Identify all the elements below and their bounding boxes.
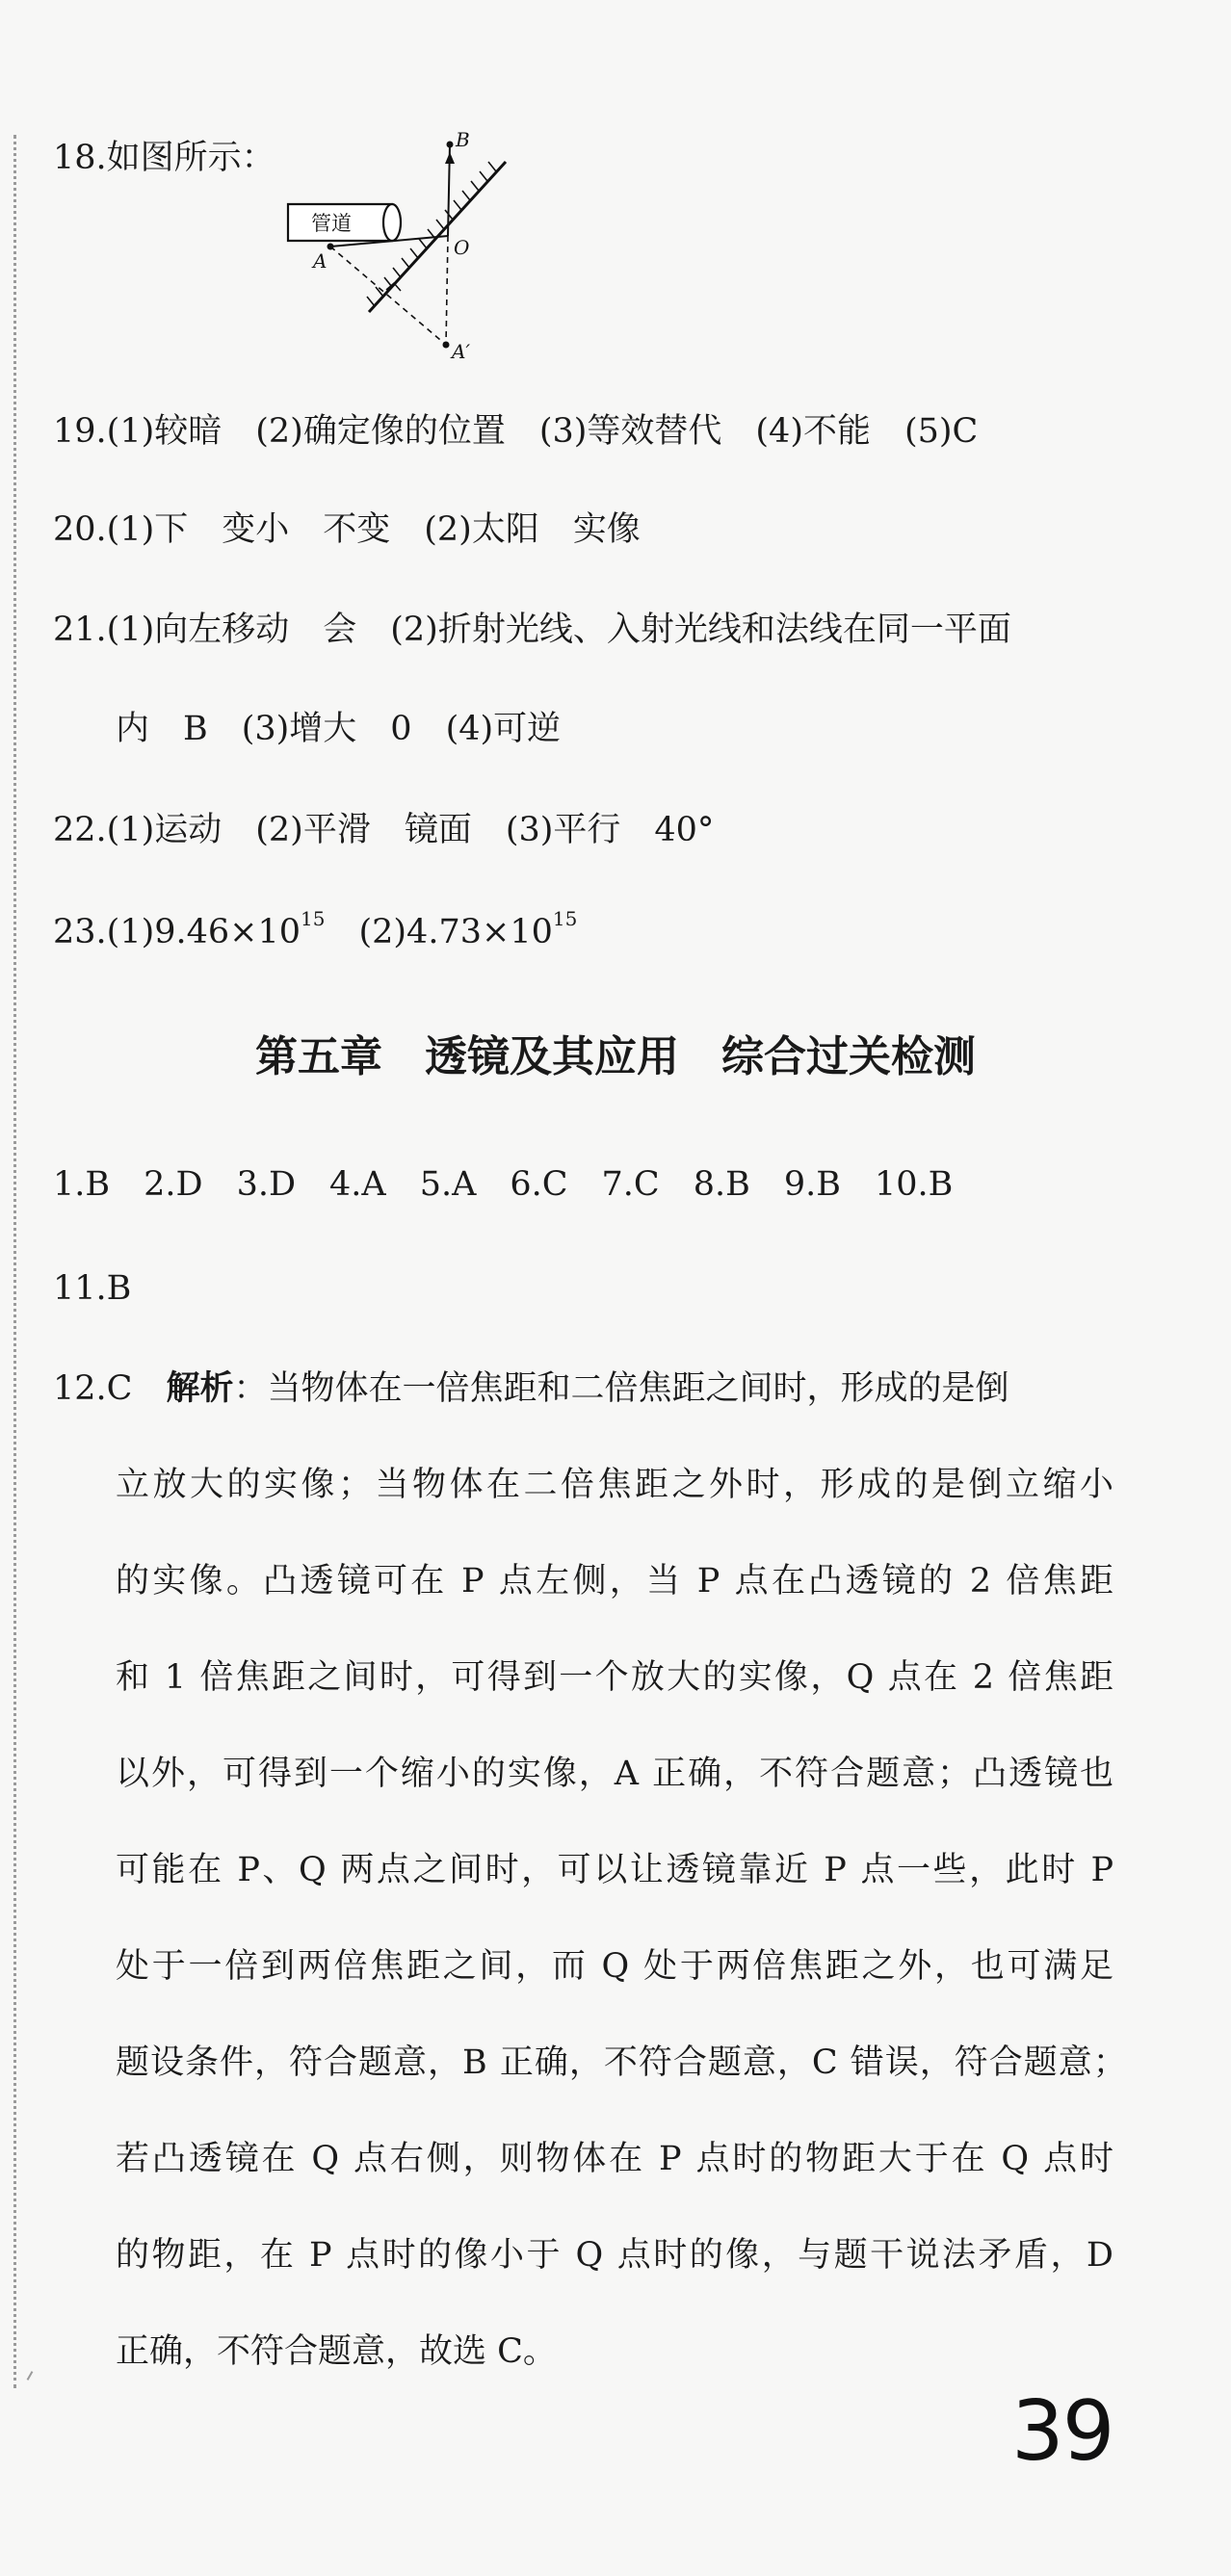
- q12-line-3: 的实像。凸透镜可在 P 点左侧，当 P 点在凸透镜的 2 倍焦距: [116, 1562, 1114, 1600]
- q12-analysis-label: 解析: [166, 1369, 234, 1408]
- point-o-label: O: [454, 236, 470, 259]
- q12-line-7: 处于一倍到两倍焦距之间，而 Q 处于两倍焦距之外，也可满足: [116, 1947, 1114, 1986]
- q12-line-1: [53, 1367, 1009, 1410]
- q12-line-8: 题设条件，符合题意，B 正确，不符合题意，C 错误，符合题意；: [116, 2043, 1128, 2082]
- point-a-prime-label: A′: [452, 340, 470, 363]
- margin-mark: [27, 2371, 34, 2381]
- q12-line-4: 和 1 倍焦距之间时，可得到一个放大的实像，Q 点在 2 倍焦距: [116, 1658, 1114, 1697]
- q23-exponent2: 15: [552, 907, 578, 930]
- q22-answer: 22.(1)运动 (2)平滑 镜面 (3)平行 40°: [53, 811, 715, 849]
- q12-line-6: 可能在 P、Q 两点之间时，可以让透镜靠近 P 点一些，此时 P: [116, 1851, 1114, 1889]
- q23-part1: 23.(1)9.46×10: [53, 913, 301, 951]
- q20-answer: 20.(1)下 变小 不变 (2)太阳 实像: [53, 510, 641, 549]
- q23-exponent1: 15: [301, 907, 326, 930]
- q21-answer-line1: 21.(1)向左移动 会 (2)折射光线、入射光线和法线在同一平面: [53, 611, 1011, 649]
- page-number: 39: [1011, 2383, 1113, 2480]
- pipe-label: 管道: [311, 212, 352, 235]
- q12-line-11: 正确，不符合题意，故选 C。: [116, 2332, 557, 2371]
- answers-row-2: 11.B: [53, 1269, 132, 1308]
- q23-answer: [53, 907, 578, 953]
- q12-line-10: 的物距，在 P 点时的像小于 Q 点时的像，与题干说法矛盾，D: [116, 2236, 1114, 2275]
- point-a-prime-dot: [443, 342, 450, 349]
- q12-text-0: ：当物体在一倍焦距和二倍焦距之间时，形成的是倒: [233, 1369, 1009, 1408]
- q12-line-2: 立放大的实像；当物体在二倍焦距之外时，形成的是倒立缩小: [116, 1466, 1114, 1504]
- chapter-title: 第五章 透镜及其应用 综合过关检测: [255, 1032, 976, 1081]
- perpendicular-dashed: [330, 247, 446, 345]
- q12-line-5: 以外，可得到一个缩小的实像，A 正确，不符合题意；凸透镜也: [116, 1755, 1114, 1793]
- reflected-ray-arrow: [445, 152, 455, 164]
- q18-text: 18.如图所示：: [53, 139, 275, 177]
- point-b-label: B: [456, 128, 470, 151]
- binding-dotted-line: [13, 135, 16, 2388]
- pipe-opening: [383, 204, 401, 241]
- extension-dashed: [446, 236, 448, 345]
- point-a-label: A: [313, 249, 327, 273]
- q19-answer: 19.(1)较暗 (2)确定像的位置 (3)等效替代 (4)不能 (5)C: [53, 412, 979, 451]
- q12-number: 12.C: [53, 1369, 133, 1408]
- q23-part2: (2)4.73×10: [325, 913, 553, 951]
- q12-line-9: 若凸透镜在 Q 点右侧，则物体在 P 点时的物距大于在 Q 点时: [116, 2140, 1114, 2178]
- answers-row-1: 1.B 2.D 3.D 4.A 5.A 6.C 7.C 8.B 9.B 10.B: [53, 1165, 954, 1204]
- reflection-diagram: [275, 123, 525, 374]
- q21-answer-line2: 内 B (3)增大 0 (4)可逆: [116, 710, 562, 748]
